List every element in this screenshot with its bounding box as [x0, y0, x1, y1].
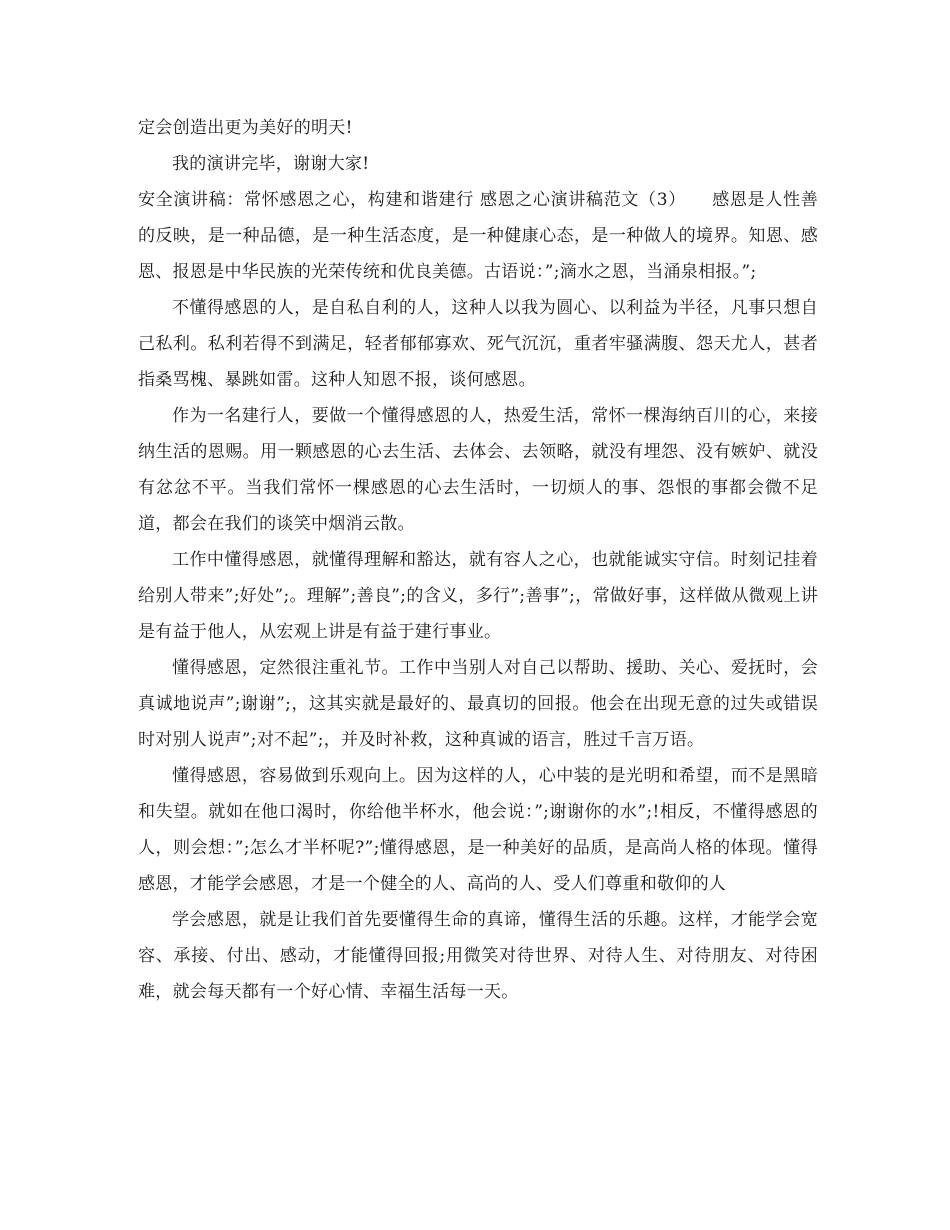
- paragraph-learn-gratitude: 学会感恩，就是让我们首先要懂得生命的真谛，懂得生活的乐趣。这样，才能学会宽容、承接、付出、感动，才能懂得回报;用微笑对待世界、对待人生、对待朋友、对待困难，就会每天都有一个好心情、幸福生活每一天。: [138, 910, 818, 1002]
- paragraph-etiquette: 懂得感恩，定然很注重礼节。工作中当别人对自己以帮助、援助、关心、爱抚时，会真诚地说声”;谢谢”;，这其实就是最好的、最真切的回报。他会在出现无意的过失或错误时对别人说声”;对不起”;，并及时补救，这种真诚的语言，胜过千言万语。: [138, 658, 818, 750]
- paragraph-section-start: [138, 182, 818, 290]
- document-body: [138, 110, 818, 1010]
- paragraph-continuation: 定会创造出更为美好的明天!: [138, 118, 353, 138]
- paragraph-work: 工作中懂得感恩，就懂得理解和豁达，就有容人之心，也就能诚实守信。时刻记挂着给别人带来”;好处”;。理解”;善良”;的含义，多行”;善事”;，常做好事，这样做从微观上讲是有益于他人，从宏观上讲是有益于建行事业。: [138, 550, 818, 642]
- section-title: 安全演讲稿：常怀感恩之心，构建和谐建行 感恩之心演讲稿范文（3）: [138, 190, 686, 210]
- paragraph-bank-staff: 作为一名建行人，要做一个懂得感恩的人，热爱生活，常怀一棵海纳百川的心，来接纳生活的恩赐。用一颗感恩的心去生活、去体会、去领略，就没有埋怨、没有嫉妒、就没有忿忿不平。当我们常怀一棵感恩的心去生活时，一切烦人的事、怨恨的事都会微不足道，都会在我们的谈笑中烟消云散。: [138, 406, 818, 534]
- paragraph-intro-text: 感恩是人性善的反映，是一种品德，是一种生活态度，是一种健康心态，是一种做人的境界。知恩、感恩、报恩是中华民族的光荣传统和优良美德。古语说：”;滴水之恩，当涌泉相报。”;: [138, 190, 818, 282]
- paragraph-optimism: 懂得感恩，容易做到乐观向上。因为这样的人，心中装的是光明和希望，而不是黑暗和失望。就如在他口渴时，你给他半杯水，他会说：”;谢谢你的水”;!相反，不懂得感恩的人，则会想：”;怎么才半杯呢?”;懂得感恩，是一种美好的品质，是高尚人格的体现。懂得感恩，才能学会感恩，才是一个健全的人、高尚的人、受人们尊重和敬仰的人: [138, 766, 818, 894]
- paragraph-ungrateful: 不懂得感恩的人，是自私自利的人，这种人以我为圆心、以利益为半径，凡事只想自己私利。私利若得不到满足，轻者郁郁寡欢、死气沉沉，重者牢骚满腹、怨天尤人，甚者指桑骂槐、暴跳如雷。这种人知恩不报，谈何感恩。: [138, 298, 818, 390]
- paragraph-closing: 我的演讲完毕，谢谢大家!: [172, 154, 370, 174]
